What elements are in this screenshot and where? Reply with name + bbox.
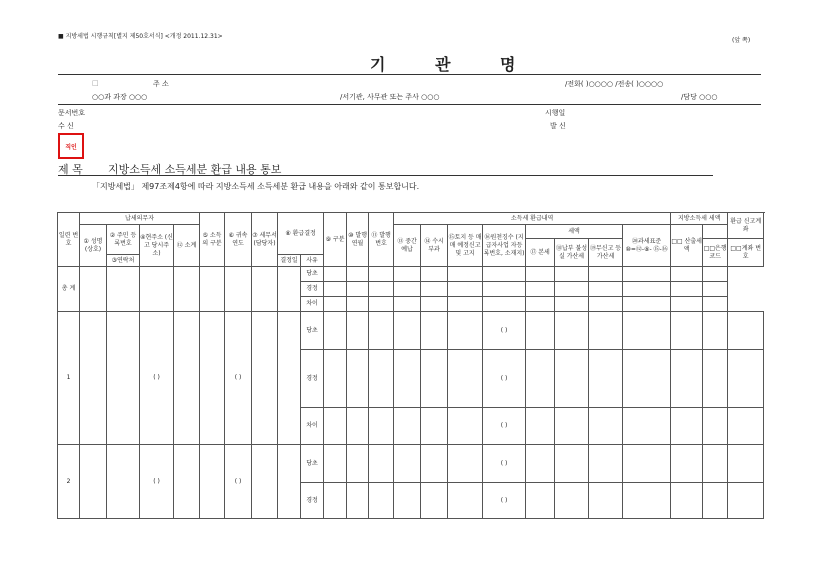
col-8a: 결정일	[278, 255, 301, 267]
col-20: ⑳과세표준 ⑩=⑫-⑧- ⑮-⑯	[623, 225, 671, 267]
group-local: 지방소득세 세액	[671, 213, 728, 225]
row-1-withholding-b: ( )	[483, 350, 526, 408]
col-10: ⑩ 발행 연월	[347, 213, 369, 267]
header-rule-top	[58, 74, 761, 75]
col-14: ⑭ 수시 부과	[421, 225, 448, 267]
address-bullet: □	[92, 79, 99, 87]
regulation-note: ■ 지방세법 시행규칙[별지 제50호서식] <개정 2011.12.31>	[58, 33, 223, 40]
col-18: ⑱납부 불성실 가산세	[555, 239, 589, 267]
col-acct: □□계좌 번호	[728, 239, 764, 267]
row-1-withholding-a: ( )	[483, 312, 526, 350]
col-8: ⑧ 환급결정	[278, 213, 324, 255]
row-2-address: ( )	[140, 445, 174, 519]
col-19: ⑲무신고 등 가산세	[589, 239, 623, 267]
subject-underline	[58, 175, 713, 176]
col-13: ⑬ 중간 예납	[394, 225, 421, 267]
group-tax: 세액	[526, 225, 623, 239]
col-9: ⑨ 구분	[324, 213, 347, 267]
total-diff: 차이	[301, 297, 324, 312]
refund-table	[57, 212, 764, 519]
recipient-label: 수 신	[58, 122, 74, 130]
official-seal-stamp: 직인	[58, 133, 84, 159]
row-2-taxoffice: ( )	[225, 445, 252, 519]
col-12: ⑫ 소계	[174, 225, 200, 267]
row-1-corrected: 경정	[301, 350, 324, 408]
total-corrected: 경정	[301, 282, 324, 297]
row-2-withholding-b: ( )	[483, 483, 526, 519]
col-5: ⑤ 소득의 구분	[200, 213, 225, 267]
group-income: 소득세 환급내역	[394, 213, 671, 225]
row-1-diff: 차이	[301, 408, 324, 445]
col-7: ⑦ 세무서 (담당자)	[252, 213, 278, 267]
total-original: 당초	[301, 267, 324, 282]
row-1-taxoffice: ( )	[225, 312, 252, 445]
sender-label: 발 신	[550, 122, 566, 130]
group-refund: 환급 신고계좌	[728, 213, 764, 239]
col-21: □□ 산출세액	[671, 225, 703, 267]
row-2-serial: 2	[58, 445, 80, 519]
group-payer: 납세의무자	[80, 213, 200, 225]
col-16: ⑯원천징수 (지급자사업 자등록번호, 소재지)	[483, 225, 526, 267]
row-2-withholding-a: ( )	[483, 445, 526, 483]
row-1-original: 당초	[301, 312, 324, 350]
agency-title: 기 관 명	[370, 55, 538, 74]
col-8b: 사유	[301, 255, 324, 267]
col-17: ⑰ 본세	[526, 239, 555, 267]
col-serial: 일련 번호	[58, 213, 80, 267]
subject-text: 지방소득세 소득세분 환급 내용 통보	[108, 163, 282, 176]
officer-line: /서기관, 사무관 또는 주사 ○○○	[340, 93, 440, 101]
row-2-original: 당초	[301, 445, 324, 483]
dept-head: ○○과 과장 ○○○	[92, 93, 148, 101]
phone-fax: /전화( )○○○○ /전송( )○○○○	[565, 80, 664, 88]
row-1-serial: 1	[58, 312, 80, 445]
col-6: ⑥ 귀속 연도	[225, 213, 252, 267]
row-1-withholding-c: ( )	[483, 408, 526, 445]
col-3: ③연락처	[107, 255, 140, 267]
col-bank: □□은행 코드	[703, 239, 728, 267]
intro-text: 「지방세법」 제97조제4항에 따라 지방소득세 소득세분 환급 내용을 아래와 같이 통보합니다.	[92, 182, 420, 191]
row-2-corrected: 경정	[301, 483, 324, 519]
doc-number-label: 문서번호	[58, 109, 86, 117]
subject-label: 제 목	[58, 163, 83, 176]
charge-person: /담당 ○○○	[681, 93, 718, 101]
col-1: ① 성명 (상호)	[80, 225, 107, 267]
col-11: ⑪ 발행 번호	[369, 213, 394, 267]
page-side-label: (앞 쪽)	[732, 37, 751, 44]
col-4: ④현주소 (신고 당시주소)	[140, 225, 174, 267]
address-label: 주 소	[153, 80, 169, 88]
enforce-date-label: 시행일	[545, 109, 566, 117]
row-1-address: ( )	[140, 312, 174, 445]
col-15: ⑮토지 등 매매 예정신고 및 고지	[448, 225, 483, 267]
header-rule-bottom	[58, 104, 761, 105]
col-2: ② 주민 등록번호	[107, 225, 140, 255]
row-total-label: 총 계	[58, 267, 80, 312]
